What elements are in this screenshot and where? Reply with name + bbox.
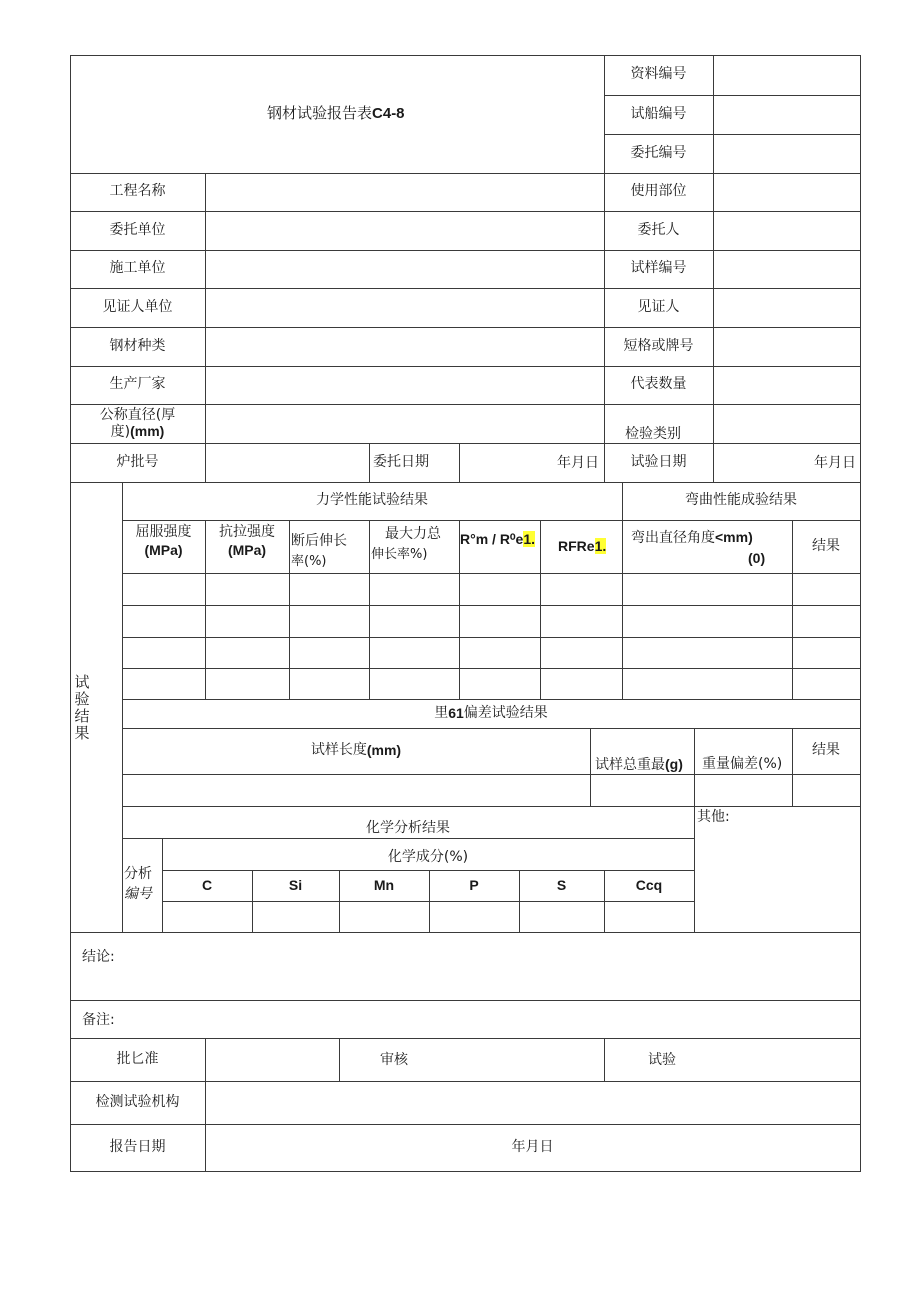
header-sample-length: 试样长度 (mm) — [310, 742, 402, 759]
header-bend-angle: 弯出直径角度<mm) (0) — [631, 529, 766, 567]
label-institution: 检测试验机构 — [95, 1093, 180, 1110]
header-field-ship-no: 试船编号 — [630, 105, 687, 122]
form-title — [267, 106, 405, 121]
label-steel-type: 钢材种类 — [109, 337, 166, 354]
label-nominal-diameter — [70, 404, 205, 443]
label-project-name: 工程名称 — [109, 183, 166, 200]
label-quantity: 代表数量 — [630, 376, 687, 393]
header-weight-deviation: 重量偏差(%) — [702, 756, 783, 772]
label-test-date: 试验日期 — [630, 453, 687, 470]
label-client: 委托单位 — [109, 221, 166, 238]
label-client-person: 委托人 — [637, 221, 680, 238]
header-yield-strength: 屈服强度 (MPa) — [135, 524, 192, 558]
conclusion-label: 结论: — [82, 949, 115, 965]
label-entrust-date: 委托日期 — [373, 453, 429, 470]
bending-title: 弯曲性能成验结果 — [685, 492, 797, 509]
header-elongation: 断后伸长 率(%) — [291, 533, 347, 569]
diameter-line-2: 度)(mm) — [110, 423, 165, 440]
element-s: S — [556, 876, 567, 893]
header-tensile-strength: 抗拉强度 (MPa) — [219, 524, 275, 558]
label-witness: 见证人 — [637, 298, 680, 315]
label-approve: 批匕准 — [116, 1050, 159, 1067]
label-review: 审核 — [380, 1052, 408, 1068]
element-ceq: Ccq — [635, 876, 663, 893]
label-sample-no: 试样编号 — [630, 260, 687, 277]
label-report-date: 报告日期 — [109, 1138, 166, 1155]
header-sample-total-weight: 试样总重最(g) — [595, 756, 683, 773]
analysis-id-label: 分析 编号 — [124, 866, 152, 902]
entrust-date-ymd: 年月日 — [557, 455, 599, 471]
test-date-ymd: 年月日 — [814, 455, 856, 471]
header-max-force-elongation: 最大力总 伸长率%) — [371, 526, 441, 562]
report-date-ymd: 年月日 — [511, 1138, 554, 1155]
header-bend-result: 结果 — [812, 537, 840, 554]
mechanical-title: 力学性能试验结果 — [316, 492, 428, 509]
label-inspection-type: 检验类别 — [625, 426, 681, 442]
header-ratio-rf-re: RFRe1. — [558, 538, 607, 554]
element-p: P — [469, 876, 479, 893]
label-furnace-batch: 炉批号 — [116, 453, 159, 470]
header-field-data-no: 资料编号 — [630, 66, 687, 83]
element-mn: Mn — [373, 876, 395, 893]
label-grade: 短格或牌号 — [623, 337, 694, 354]
title-text: 钢材试验报告表 — [267, 104, 373, 122]
element-si: Si — [288, 876, 303, 893]
element-c: C — [201, 876, 213, 893]
label-construction-unit: 施工单位 — [109, 260, 166, 277]
other-label: 其他: — [697, 809, 730, 825]
label-use-location: 使用部位 — [630, 183, 687, 200]
weight-deviation-title: 里 61 偏差试验结果 — [434, 704, 548, 721]
chemical-composition-title: 化学成分(%) — [387, 848, 469, 865]
header-ratio-rm-re: R°m / R⁰e1. — [460, 531, 536, 547]
label-witness-unit: 见证人单位 — [102, 298, 173, 315]
results-vertical-label: 试 验 结 果 — [74, 673, 90, 742]
title-code: C4-8 — [372, 105, 405, 122]
header-field-entrust-no: 委托编号 — [630, 144, 687, 161]
chemical-title: 化学分析结果 — [366, 820, 450, 837]
header-weight-result: 结果 — [812, 742, 840, 759]
label-test: 试验 — [648, 1052, 676, 1068]
diameter-line-1: 公称直径(厚 — [99, 406, 176, 423]
label-manufacturer: 生产厂家 — [109, 376, 166, 393]
remarks-label: 备注: — [82, 1012, 115, 1028]
